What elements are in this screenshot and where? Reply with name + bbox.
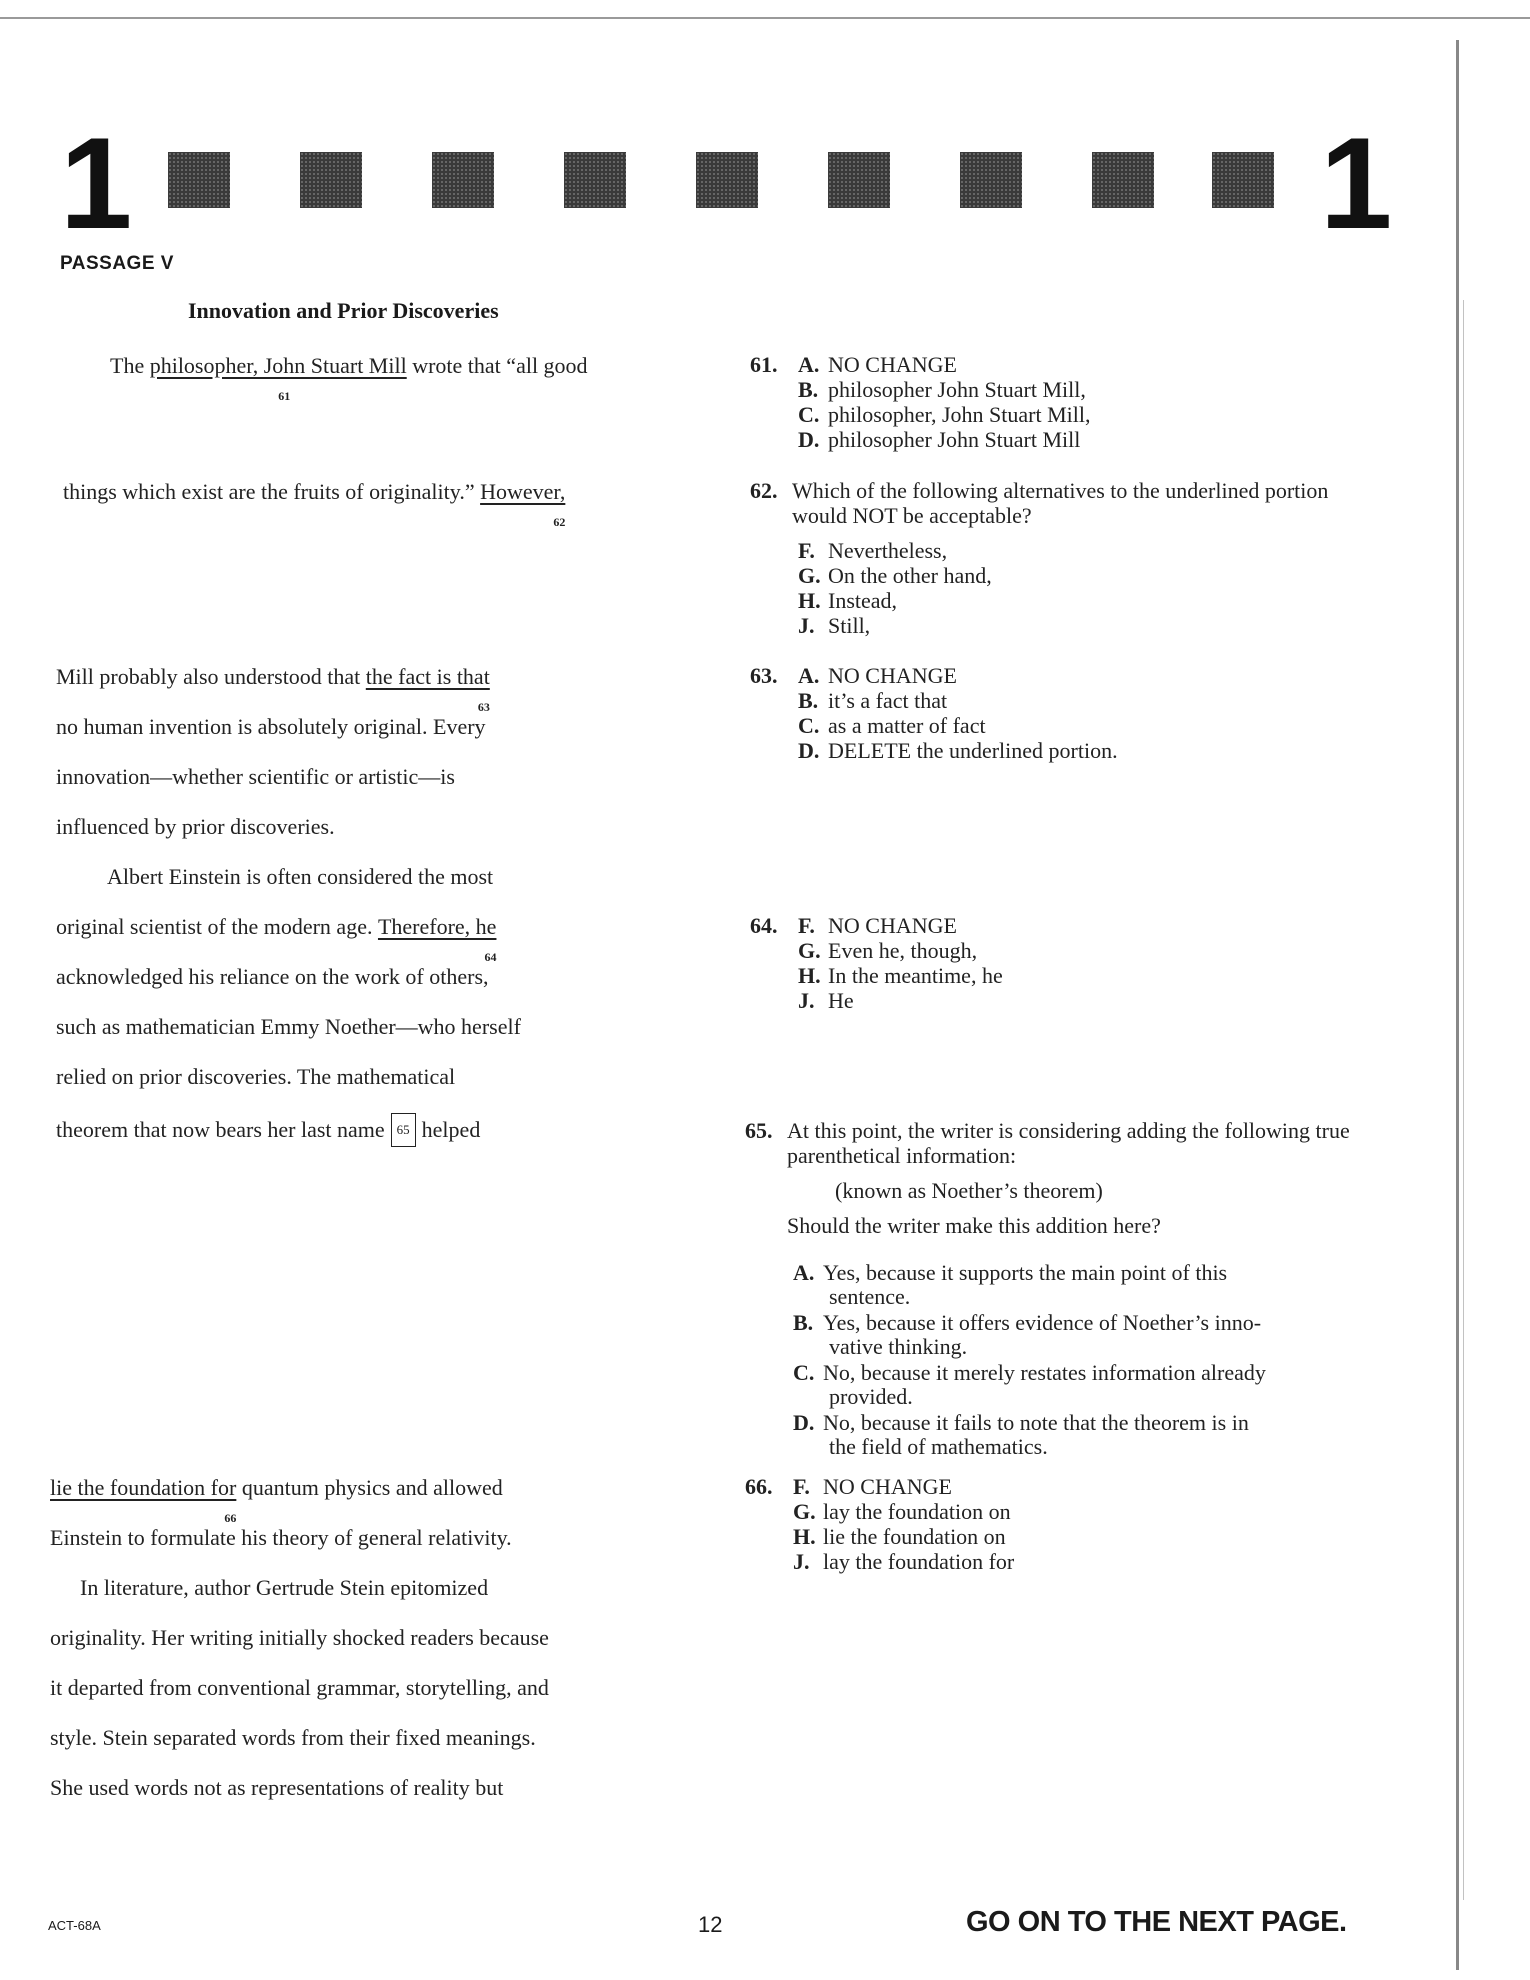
answer-letter: B. bbox=[798, 688, 819, 713]
question-ref-number: 62 bbox=[553, 515, 566, 529]
passage-text: She used words not as representations of reality but bbox=[50, 1775, 504, 1800]
question-quote: (known as Noether’s theorem) bbox=[835, 1178, 1103, 1203]
header-square bbox=[1212, 152, 1274, 208]
passage-line bbox=[56, 1013, 521, 1041]
answer-letter: D. bbox=[793, 1410, 815, 1435]
answer-option[interactable] bbox=[798, 538, 947, 563]
answer-letter: B. bbox=[793, 1310, 814, 1335]
underlined-portion: philosopher, John Stuart Mill bbox=[149, 353, 407, 378]
answer-text: On the other hand, bbox=[828, 563, 992, 588]
answer-text: lie the foundation on bbox=[823, 1524, 1006, 1549]
answer-option[interactable] bbox=[793, 1260, 1227, 1285]
answer-letter: J. bbox=[798, 613, 815, 638]
answer-option[interactable] bbox=[798, 563, 992, 588]
answer-text: lay the foundation for bbox=[823, 1549, 1015, 1574]
answer-letter: C. bbox=[798, 713, 820, 738]
passage-line bbox=[80, 1574, 488, 1602]
question-65 bbox=[745, 1118, 1385, 1459]
answer-option[interactable] bbox=[798, 613, 870, 638]
answer-option[interactable] bbox=[798, 427, 1080, 452]
question-number: 62. bbox=[750, 478, 778, 503]
answer-text: philosopher John Stuart Mill bbox=[828, 427, 1081, 452]
answer-text-continued: sentence. bbox=[829, 1284, 911, 1309]
header-square bbox=[168, 152, 230, 208]
passage-text: innovation—whether scientific or artistic—is bbox=[56, 764, 455, 789]
passage-text: things which exist are the fruits of originality.” bbox=[63, 479, 481, 504]
question-ref-number: 63 bbox=[477, 700, 490, 714]
passage-line bbox=[50, 1674, 549, 1702]
question-number: 65. bbox=[745, 1118, 773, 1143]
answer-option[interactable] bbox=[798, 377, 1086, 402]
answer-text: No, because it fails to note that the theorem is in bbox=[823, 1410, 1249, 1435]
passage-title: Innovation and Prior Discoveries bbox=[188, 298, 499, 323]
answer-letter: D. bbox=[798, 738, 820, 763]
header-square bbox=[432, 152, 494, 208]
section-number-left: 1 bbox=[60, 110, 133, 256]
answer-text-continued: vative thinking. bbox=[829, 1334, 968, 1359]
question-ref-number: 66 bbox=[224, 1511, 237, 1525]
underlined-portion: Therefore, he bbox=[377, 914, 497, 939]
passage-line bbox=[107, 863, 493, 891]
passage-label: PASSAGE V bbox=[60, 253, 174, 274]
answer-text-continued: the field of mathematics. bbox=[829, 1434, 1048, 1459]
answer-letter: B. bbox=[798, 377, 819, 402]
answer-text: He bbox=[828, 988, 854, 1013]
answer-option[interactable] bbox=[793, 1474, 952, 1499]
answer-letter: H. bbox=[798, 963, 821, 988]
answer-letter: H. bbox=[798, 588, 821, 613]
answer-letter: F. bbox=[798, 538, 815, 563]
answer-option[interactable] bbox=[793, 1524, 1006, 1549]
answer-letter: C. bbox=[798, 402, 820, 427]
answer-text: Instead, bbox=[828, 588, 898, 613]
answer-option[interactable] bbox=[798, 988, 854, 1013]
answer-text: lay the foundation on bbox=[823, 1499, 1011, 1524]
answer-letter: C. bbox=[793, 1360, 815, 1385]
passage-line bbox=[50, 1774, 503, 1802]
answer-option[interactable] bbox=[798, 913, 957, 938]
answer-letter: F. bbox=[793, 1474, 810, 1499]
answer-letter: A. bbox=[793, 1260, 815, 1285]
question-ask: Should the writer make this addition here? bbox=[787, 1213, 1161, 1238]
passage-text: no human invention is absolutely original. Every bbox=[56, 714, 486, 739]
answer-option[interactable] bbox=[793, 1310, 1261, 1335]
answer-option[interactable] bbox=[798, 738, 1118, 763]
answer-text: philosopher, John Stuart Mill, bbox=[828, 402, 1091, 427]
answer-text: NO CHANGE bbox=[828, 352, 957, 377]
passage-line bbox=[50, 1474, 503, 1525]
passage-line bbox=[50, 1524, 512, 1552]
question-number: 61. bbox=[750, 352, 778, 377]
header-square bbox=[564, 152, 626, 208]
question-stem: At this point, the writer is considering adding the following true parenthetical information: bbox=[787, 1118, 1350, 1168]
underlined-portion: However, bbox=[480, 479, 566, 504]
answer-text: No, because it merely restates information already bbox=[823, 1360, 1266, 1385]
section-number-right: 1 bbox=[1320, 110, 1393, 256]
passage-line bbox=[56, 813, 335, 841]
answer-text: NO CHANGE bbox=[828, 663, 957, 688]
answer-letter: J. bbox=[798, 988, 815, 1013]
underlined-portion: the fact is that bbox=[365, 664, 490, 689]
passage-text: Mill probably also understood that bbox=[56, 664, 366, 689]
passage-line bbox=[63, 478, 566, 529]
passage-line bbox=[56, 913, 497, 964]
passage-line bbox=[56, 663, 490, 714]
question-number: 66. bbox=[745, 1474, 773, 1499]
answer-option[interactable] bbox=[798, 352, 957, 377]
question-number: 64. bbox=[750, 913, 778, 938]
answer-text: Nevertheless, bbox=[828, 538, 948, 563]
question-box-ref: 65 bbox=[391, 1113, 416, 1147]
passage-line bbox=[56, 1063, 455, 1091]
passage-text: helped bbox=[421, 1117, 481, 1142]
header-square bbox=[828, 152, 890, 208]
answer-text: NO CHANGE bbox=[823, 1474, 952, 1499]
passage-text: such as mathematician Emmy Noether—who herself bbox=[56, 1014, 521, 1039]
scan-right-edge-inner bbox=[1463, 300, 1464, 1900]
passage-line bbox=[56, 713, 486, 741]
question-number: 63. bbox=[750, 663, 778, 688]
passage-text: relied on prior discoveries. The mathematical bbox=[56, 1064, 456, 1089]
passage-text: Albert Einstein is often considered the most bbox=[107, 864, 494, 889]
answer-option[interactable] bbox=[793, 1549, 1014, 1574]
answer-letter: H. bbox=[793, 1524, 816, 1549]
question-66 bbox=[745, 1474, 1385, 1774]
passage-text: quantum physics and allowed bbox=[236, 1475, 503, 1500]
passage-text: wrote that “all good bbox=[406, 353, 588, 378]
answer-option[interactable] bbox=[798, 688, 947, 713]
passage-text: Einstein to formulate his theory of general relativity. bbox=[50, 1525, 512, 1550]
passage-text: acknowledged his reliance on the work of others, bbox=[56, 964, 489, 989]
passage-text: it departed from conventional grammar, storytelling, and bbox=[50, 1675, 549, 1700]
answer-text: as a matter of fact bbox=[828, 713, 986, 738]
passage-text: The bbox=[110, 353, 150, 378]
answer-letter: J. bbox=[793, 1549, 810, 1574]
answer-option[interactable] bbox=[793, 1360, 1266, 1385]
footer-page-number: 12 bbox=[698, 1912, 723, 1937]
answer-option[interactable] bbox=[793, 1410, 1249, 1435]
answer-text: Still, bbox=[828, 613, 871, 638]
answer-option[interactable] bbox=[798, 402, 1091, 427]
answer-text: Even he, though, bbox=[828, 938, 978, 963]
answer-letter: A. bbox=[798, 352, 820, 377]
answer-option[interactable] bbox=[793, 1499, 1011, 1524]
answer-text: philosopher John Stuart Mill, bbox=[828, 377, 1086, 402]
underlined-portion: lie the foundation for bbox=[50, 1475, 237, 1500]
answer-letter: G. bbox=[798, 938, 821, 963]
scan-right-edge bbox=[1456, 40, 1459, 1970]
answer-letter: F. bbox=[798, 913, 815, 938]
header-square bbox=[1092, 152, 1154, 208]
answer-text: NO CHANGE bbox=[828, 913, 957, 938]
passage-text: originality. Her writing initially shocked readers because bbox=[50, 1625, 549, 1650]
question-stem: Which of the following alternatives to the underlined portion would NOT be acceptable? bbox=[792, 478, 1329, 528]
answer-option[interactable] bbox=[798, 963, 1003, 988]
passage-line bbox=[56, 1113, 480, 1147]
passage-text: original scientist of the modern age. bbox=[56, 914, 378, 939]
answer-option[interactable] bbox=[798, 588, 897, 613]
passage-line bbox=[56, 963, 489, 991]
answer-text: Yes, because it supports the main point of this bbox=[823, 1260, 1228, 1285]
passage-line bbox=[56, 763, 455, 791]
scan-top-edge bbox=[0, 17, 1530, 19]
answer-option[interactable] bbox=[798, 713, 986, 738]
footer-next-page: GO ON TO THE NEXT PAGE. bbox=[966, 1906, 1347, 1938]
header-square bbox=[300, 152, 362, 208]
header-square bbox=[960, 152, 1022, 208]
passage-text: influenced by prior discoveries. bbox=[56, 814, 335, 839]
passage-text: style. Stein separated words from their fixed meanings. bbox=[50, 1725, 536, 1750]
passage-line bbox=[50, 1724, 536, 1752]
footer-form-code: ACT-68A bbox=[48, 1918, 101, 1933]
passage-line bbox=[50, 1624, 549, 1652]
header-square bbox=[696, 152, 758, 208]
answer-text: DELETE the underlined portion. bbox=[828, 738, 1118, 763]
answer-option[interactable] bbox=[798, 938, 977, 963]
answer-letter: G. bbox=[798, 563, 821, 588]
answer-letter: D. bbox=[798, 427, 820, 452]
answer-text: it’s a fact that bbox=[828, 688, 948, 713]
answer-letter: A. bbox=[798, 663, 820, 688]
answer-text: In the meantime, he bbox=[828, 963, 1003, 988]
question-ref-number: 61 bbox=[278, 389, 291, 403]
answer-text: Yes, because it offers evidence of Noether’s inno- bbox=[823, 1310, 1262, 1335]
passage-line bbox=[110, 352, 588, 403]
passage-text: In literature, author Gertrude Stein epitomized bbox=[80, 1575, 489, 1600]
question-ref-number: 64 bbox=[484, 950, 497, 964]
answer-letter: G. bbox=[793, 1499, 816, 1524]
answer-option[interactable] bbox=[798, 663, 957, 688]
answer-text-continued: provided. bbox=[829, 1384, 913, 1409]
passage-text: theorem that now bears her last name bbox=[56, 1117, 385, 1142]
